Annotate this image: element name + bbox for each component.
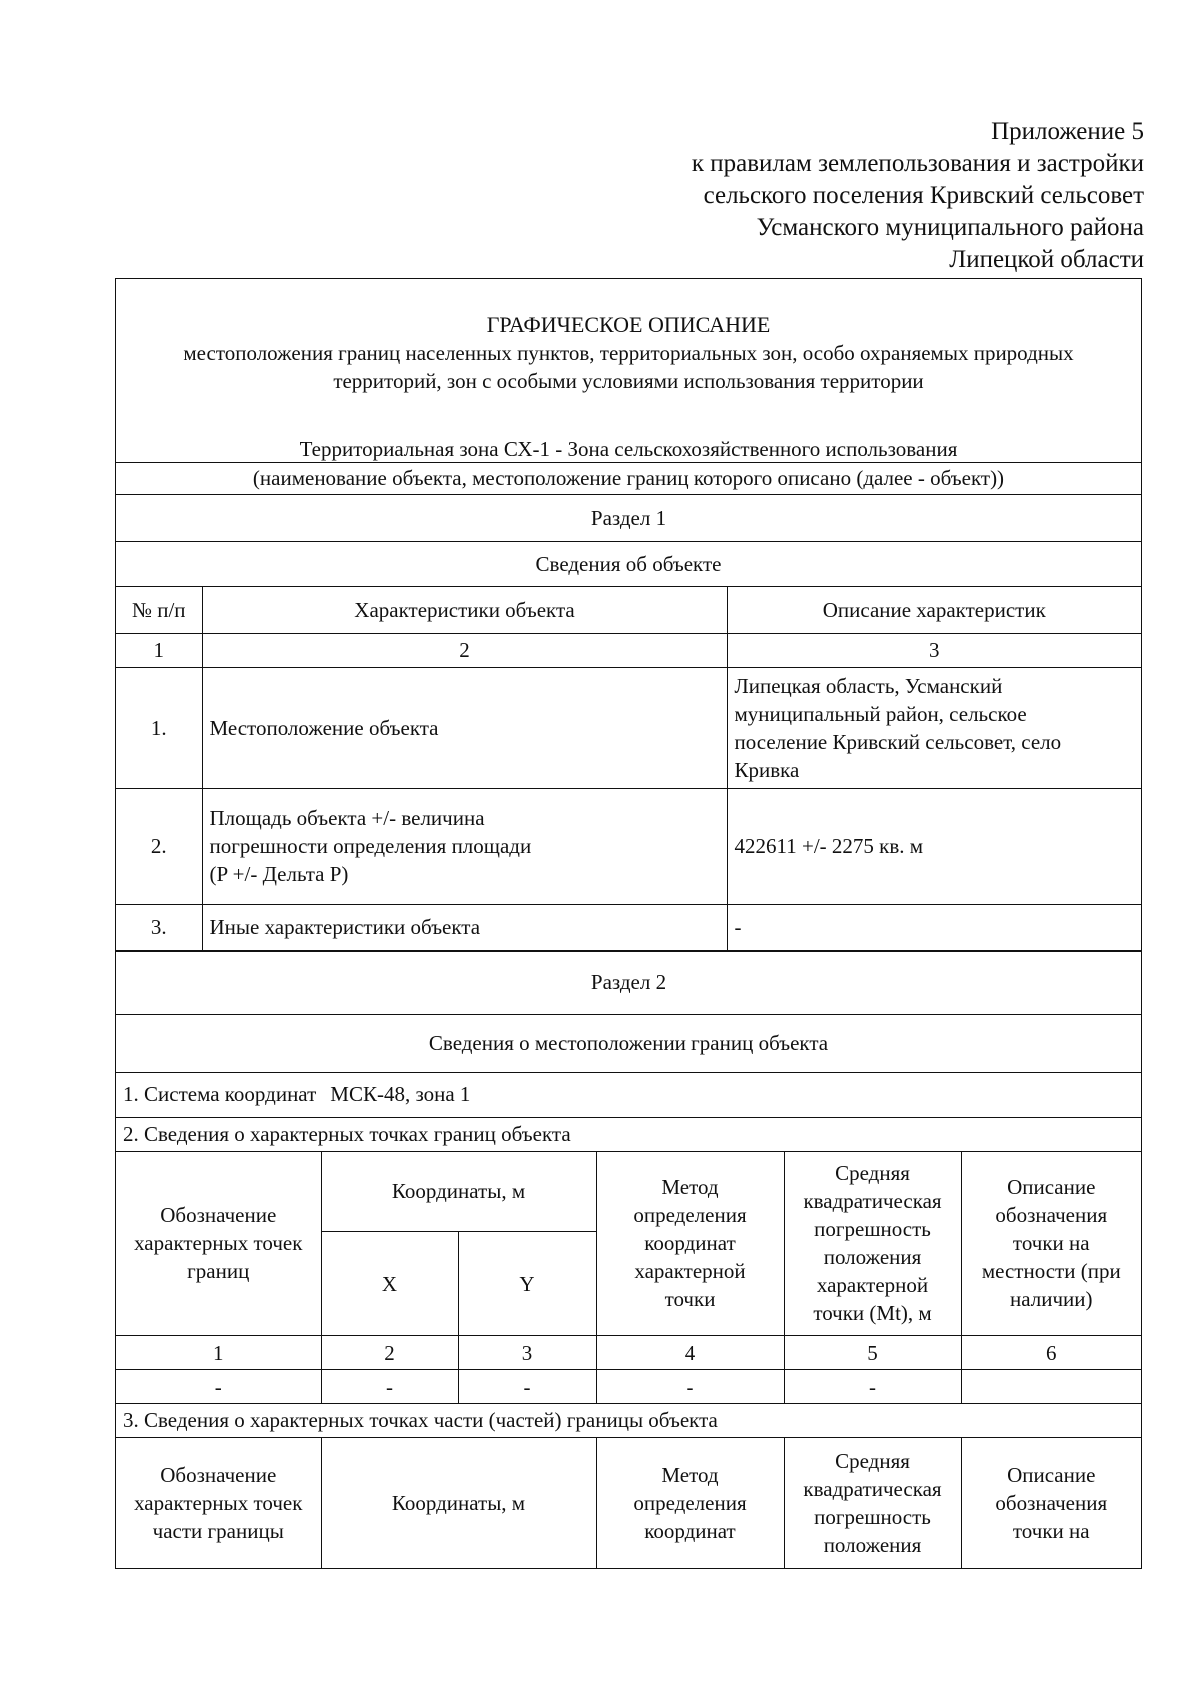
header-line: границ <box>187 1259 250 1284</box>
header-line: характерной <box>816 1273 929 1298</box>
column-header-description <box>961 1438 1141 1568</box>
points-title: 2. Сведения о характерных точках границ объекта <box>123 1121 571 1146</box>
column-header-point-designation <box>116 1438 321 1568</box>
row-number: 1. <box>116 667 202 788</box>
table-header-row <box>116 1152 1141 1232</box>
header-line: Обозначение <box>160 1203 277 1228</box>
row-number: 3. <box>116 904 202 950</box>
header-line: погрешность <box>814 1505 931 1529</box>
header-line: квадратическая <box>803 1477 942 1501</box>
column-header-error <box>784 1438 961 1568</box>
header-line: погрешность <box>814 1217 931 1242</box>
table-row <box>116 1370 1141 1404</box>
section2-subtitle-text: Сведения о местоположении границ объекта <box>428 1030 829 1055</box>
table-header-row <box>116 587 1141 633</box>
form-subtitle-line: местоположения границ населенных пунктов, территориальных зон, особо охраняемых природных <box>183 341 1074 365</box>
header-line: положения <box>823 1245 922 1270</box>
description-line: Кривка <box>734 757 800 782</box>
column-number: 2 <box>202 633 727 667</box>
section1-title <box>116 495 1141 542</box>
header-line: точки (Mt), м <box>813 1301 932 1326</box>
header-line: точки на <box>1012 1519 1090 1543</box>
header-line: местности (при <box>981 1259 1121 1284</box>
header-line: определения <box>633 1203 747 1228</box>
part-points-title-row <box>116 1404 1141 1438</box>
table-header-row <box>116 1438 1141 1568</box>
column-header-coordinates: Координаты, м <box>321 1438 596 1568</box>
section1-subtitle-text: Сведения об объекте <box>535 551 722 576</box>
column-number: 3 <box>458 1336 596 1370</box>
description-line: поселение Кривский сельсовет, село <box>734 729 1062 754</box>
table-cell: - <box>596 1370 784 1404</box>
boundary-points-table <box>116 1152 1141 1405</box>
header-line: характерной <box>634 1259 746 1284</box>
appendix-line: к правилам землепользования и застройки <box>691 150 1144 177</box>
table-cell: - <box>458 1370 596 1404</box>
characteristic-description: 422611 +/- 2275 кв. м <box>727 788 1141 904</box>
column-header-method <box>596 1438 784 1568</box>
column-number: 4 <box>596 1336 784 1370</box>
column-number: 1 <box>116 1336 321 1370</box>
part-points-title: 3. Сведения о характерных точках части (частей) границы объекта <box>123 1408 718 1432</box>
column-header-y: Y <box>458 1232 596 1336</box>
header-line: Обозначение <box>160 1463 277 1487</box>
header-line: Средняя <box>835 1449 910 1473</box>
coordinate-system-row <box>116 1073 1141 1118</box>
part-boundary-points-table <box>116 1438 1141 1568</box>
characteristic: Местоположение объекта <box>202 667 727 788</box>
header-line: координат <box>644 1231 736 1256</box>
table-cell: - <box>784 1370 961 1404</box>
appendix-line: Липецкой области <box>949 246 1144 273</box>
header-line: положения <box>823 1533 922 1557</box>
characteristic <box>202 788 727 904</box>
table-cell: - <box>321 1370 458 1404</box>
table-row <box>116 788 1141 904</box>
header-line: части границы <box>152 1519 284 1543</box>
section1-title-text: Раздел 1 <box>590 505 667 530</box>
header-line: Метод <box>661 1175 719 1200</box>
appendix-line: Усманского муниципального района <box>756 214 1144 241</box>
header-line: характерных точек <box>134 1491 303 1515</box>
column-header: № п/п <box>116 587 202 633</box>
column-header-description <box>961 1152 1141 1336</box>
object-properties-table <box>116 587 1141 951</box>
characteristic-line: (P +/- Дельта P) <box>209 862 349 886</box>
header-line: наличии) <box>1010 1287 1093 1312</box>
row-number: 2. <box>116 788 202 904</box>
object-caption-text: (наименование объекта, местоположение границ которого описано (далее - объект)) <box>252 466 1005 490</box>
column-header-coordinates: Координаты, м <box>321 1152 596 1232</box>
description-line: Липецкая область, Усманский <box>734 673 1003 698</box>
coordinate-system-value: МСК-48, зона 1 <box>330 1082 471 1106</box>
header-line: Описание <box>1007 1463 1096 1487</box>
graphic-description-form <box>115 278 1142 1569</box>
column-number: 5 <box>784 1336 961 1370</box>
header-line: Средняя <box>835 1161 910 1186</box>
header-line: обозначения <box>995 1203 1108 1228</box>
column-header: Характеристики объекта <box>202 587 727 633</box>
header-line: обозначения <box>995 1491 1108 1515</box>
header-line: Метод <box>661 1463 719 1487</box>
column-header-x: X <box>321 1232 458 1336</box>
header-line: Описание <box>1007 1175 1096 1200</box>
form-title-block <box>116 279 1141 463</box>
header-line: характерных точек <box>134 1231 303 1256</box>
header-line: точки на <box>1012 1231 1090 1256</box>
header-line: определения <box>633 1491 747 1515</box>
points-title-row <box>116 1118 1141 1152</box>
column-header-method <box>596 1152 784 1336</box>
characteristic-description <box>727 667 1141 788</box>
characteristic-line: погрешности определения площади <box>209 834 532 858</box>
table-cell <box>961 1370 1141 1404</box>
object-caption <box>116 463 1141 495</box>
column-header-point-designation <box>116 1152 321 1336</box>
table-cell: - <box>116 1370 321 1404</box>
appendix-header <box>424 116 1144 276</box>
header-line: точки <box>664 1287 716 1312</box>
form-title: ГРАФИЧЕСКОЕ ОПИСАНИЕ <box>486 312 771 337</box>
column-number-row <box>116 633 1141 667</box>
appendix-line: сельского поселения Кривский сельсовет <box>703 182 1144 209</box>
column-number: 3 <box>727 633 1141 667</box>
column-number-row <box>116 1336 1141 1370</box>
zone-name: Территориальная зона СХ-1 - Зона сельскохозяйственного использования <box>299 437 958 461</box>
column-number: 2 <box>321 1336 458 1370</box>
table-row <box>116 904 1141 950</box>
column-header: Описание характеристик <box>727 587 1141 633</box>
characteristic: Иные характеристики объекта <box>202 904 727 950</box>
section1-subtitle <box>116 542 1141 587</box>
table-row <box>116 667 1141 788</box>
coordinate-system-label: 1. Система координат <box>123 1082 317 1106</box>
description-line: муниципальный район, сельское <box>734 701 1027 726</box>
column-header-error <box>784 1152 961 1336</box>
section2-title-text: Раздел 2 <box>590 970 667 994</box>
appendix-line: Приложение 5 <box>991 118 1144 145</box>
section2-title <box>116 951 1141 1015</box>
header-line: координат <box>644 1519 736 1543</box>
characteristic-line: Площадь объекта +/- величина <box>209 806 485 830</box>
form-subtitle-line: территорий, зон с особыми условиями использования территории <box>333 369 924 393</box>
section2-subtitle <box>116 1015 1141 1073</box>
column-number: 1 <box>116 633 202 667</box>
header-line: квадратическая <box>803 1189 942 1214</box>
characteristic-description: - <box>727 904 1141 950</box>
column-number: 6 <box>961 1336 1141 1370</box>
